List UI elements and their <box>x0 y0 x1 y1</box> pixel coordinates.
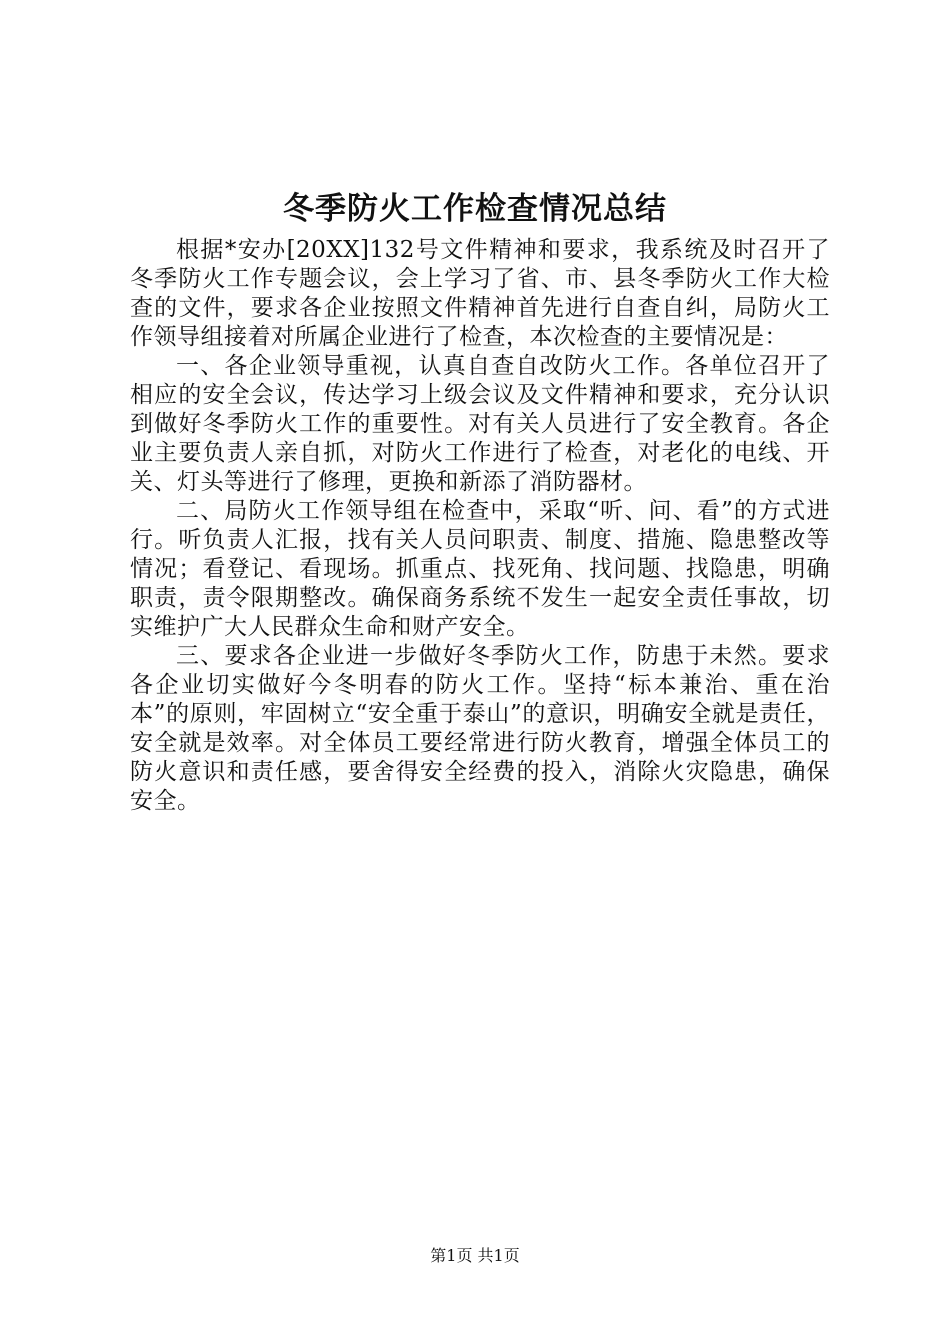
document-body <box>130 236 830 816</box>
document-title: 冬季防火工作检查情况总结 <box>283 191 667 227</box>
section-two-paragraph: 二、局防火工作领导组在检查中，采取“听、问、看”的方式进行。听负责人汇报，找有关人员问职责、制度、措施、隐患整改等情况；看登记、看现场。抓重点、找死角、找问题、找隐患，明确职责，责令限期整改。确保商务系统不发生一起安全责任事故，切实维护广大人民群众生命和财产安全。 <box>130 498 830 640</box>
section-three-paragraph: 三、要求各企业进一步做好冬季防火工作，防患于未然。要求各企业切实做好今冬明春的防火工作。坚持“标本兼治、重在治本”的原则，牢固树立“安全重于泰山”的意识，明确安全就是责任，安全就是效率。对全体员工要经常进行防火教育，增强全体员工的防火意识和责任感，要舍得安全经费的投入，消除火灾隐患，确保安全。 <box>130 643 830 814</box>
intro-paragraph: 根据*安办[20XX]132号文件精神和要求，我系统及时召开了冬季防火工作专题会议，会上学习了省、市、县冬季防火工作大检查的文件，要求各企业按照文件精神首先进行自查自纠，局防火工作领导组接着对所属企业进行了检查，本次检查的主要情况是： <box>130 237 830 350</box>
page-footer: 第1页 共1页 <box>430 1246 520 1265</box>
section-one-paragraph: 一、各企业领导重视，认真自查自改防火工作。各单位召开了相应的安全会议，传达学习上级会议及文件精神和要求，充分认识到做好冬季防火工作的重要性。对有关人员进行了安全教育。各企业主要负责人亲自抓，对防火工作进行了检查，对老化的电线、开关、灯头等进行了修理，更换和新添了消防器材。 <box>130 353 830 495</box>
